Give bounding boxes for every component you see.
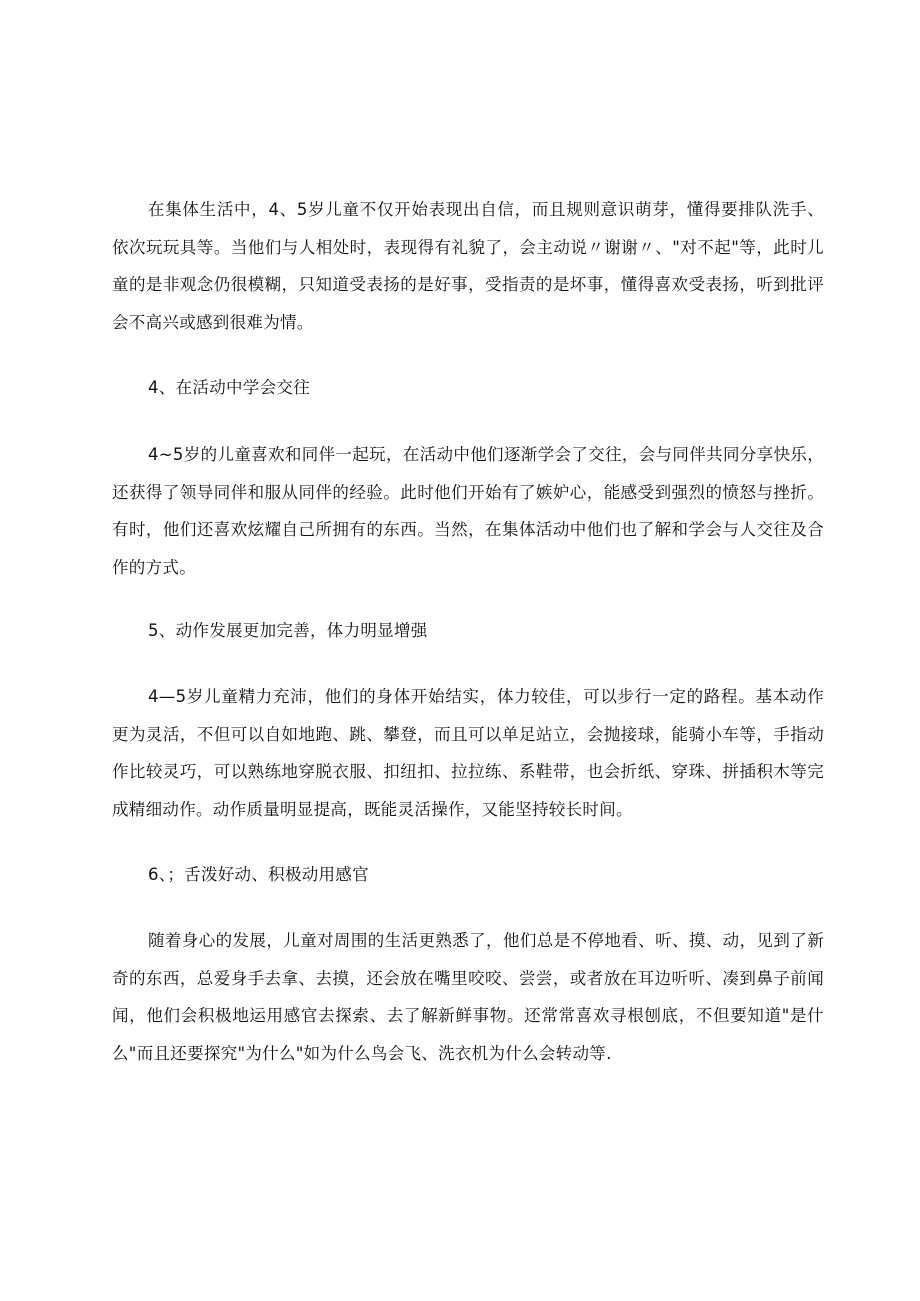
heading-learn-to-interact: 4、在活动中学会交往 bbox=[148, 378, 310, 397]
paragraph-motor-skills: 4—5岁儿童精力充沛，他们的身体开始结实，体力较佳，可以步行一定的路程。基本动作更为灵活，不但可以自如地跑、跳、攀登，而且可以单足站立，会抛接球，能骑小车等，手指动作比较灵巧，可以熟练地穿脱衣服、扣纽扣、拉拉练、系鞋带，也会折纸、穿珠、拼插积木等完成精细动作。动作质量明显提高，既能灵活操作，又能坚持较长时间。 bbox=[112, 687, 824, 819]
paragraph-group-life: 在集体生活中，4、5岁儿童不仅开始表现出自信，而且规则意识萌芽，懂得要排队洗手、依次玩玩具等。当他们与人相处时，表现得有礼貌了，会主动说〃谢谢〃、"对不起"等，此时儿童的是非观念仍很模糊，只知道受表扬的是好事，受指责的是坏事，懂得喜欢受表扬，听到批评会不高兴或感到很难为情。 bbox=[112, 200, 824, 332]
paragraph-exploration: 随着身心的发展，儿童对周围的生活更熟悉了，他们总是不停地看、听、摸、动，见到了新奇的东西，总爱身手去拿、去摸，还会放在嘴里咬咬、尝尝，或者放在耳边听听、凑到鼻子前闻闻，他们会积极地运用感官去探索、去了解新鲜事物。还常常喜欢寻根刨底，不但要知道"是什么"而且还要探究"为什么"如为什么鸟会飞、洗衣机为什么会转动等. bbox=[112, 931, 824, 1063]
heading-motor-development: 5、动作发展更加完善，体力明显增强 bbox=[148, 621, 428, 640]
paragraph-peer-interaction: 4~5岁的儿童喜欢和同伴一起玩，在活动中他们逐渐学会了交往，会与同伴共同分享快乐，还获得了领导同伴和服从同伴的经验。此时他们开始有了嫉妒心，能感受到强烈的愤怒与挫折。有时，他们还喜欢炫耀自己所拥有的东西。当然，在集体活动中他们也了解和学会与人交往及合作的方式。 bbox=[112, 445, 824, 577]
heading-active-senses: 6、；舌泼好动、积极动用感官 bbox=[148, 865, 369, 884]
